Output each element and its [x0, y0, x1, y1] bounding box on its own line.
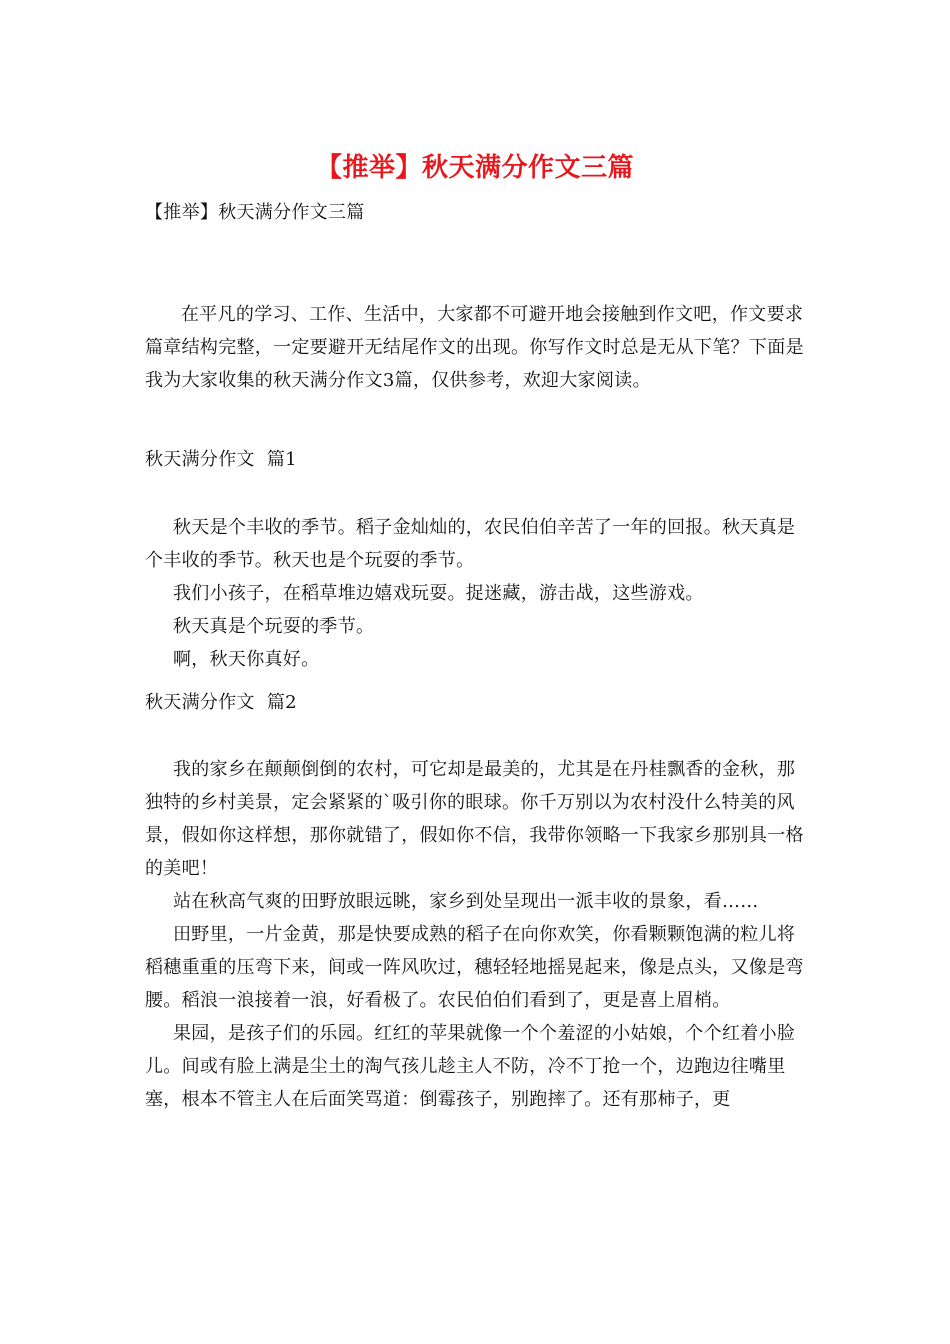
section-1-body	[145, 511, 810, 676]
paragraph: 秋天真是个玩耍的季节。	[173, 616, 375, 637]
section-2-heading	[145, 686, 810, 719]
intro-text: 在平凡的学习、工作、生活中，大家都不可避开地会接触到作文吧，作文要求篇章结构完整，一定要避开无结尾作文的出现。你写作文时总是无从下笔？下面是我为大家收集的秋天满分作文3篇，仅供参考，欢迎大家阅读。	[145, 304, 804, 391]
paragraph: 我们小孩子，在稻草堆边嬉戏玩耍。捉迷藏，游击战，这些游戏。	[173, 583, 704, 604]
paragraph: 啊，秋天你真好。	[173, 649, 320, 670]
section-2-body	[145, 753, 810, 1116]
section-1-heading	[145, 443, 810, 476]
paragraph: 站在秋高气爽的田野放眼远眺，家乡到处呈现出一派丰收的景象，看……	[173, 891, 759, 912]
paragraph: 田野里，一片金黄，那是快要成熟的稻子在向你欢笑，你看颗颗饱满的粒儿将稻穗重重的压弯下来，间或一阵风吹过，穗轻轻地摇晃起来，像是点头，又像是弯腰。稻浪一浪接着一浪，好看极了。农民伯伯们看到了，更是喜上眉梢。	[145, 924, 804, 1011]
section-2-heading-text: 秋天满分作文 篇2	[145, 692, 297, 713]
paragraph: 秋天是个丰收的季节。稻子金灿灿的，农民伯伯辛苦了一年的回报。秋天真是个丰收的季节。秋天也是个玩耍的季节。	[145, 517, 796, 571]
paragraph: 我的家乡在颠颠倒倒的农村，可它却是最美的，尤其是在丹桂飘香的金秋，那独特的乡村美景，定会紧紧的`吸引你的眼球。你千万别以为农村没什么特美的风景，假如你这样想，那你就错了，假如你不信，我带你领略一下我家乡那别具一格的美吧！	[145, 759, 804, 879]
section-1-heading-text: 秋天满分作文 篇1	[145, 449, 297, 470]
document-title: 【推举】秋天满分作文三篇	[315, 153, 634, 183]
intro-paragraph	[145, 298, 810, 397]
subtitle-text: 【推举】秋天满分作文三篇	[145, 202, 365, 223]
document-subtitle	[145, 196, 810, 229]
paragraph: 果园，是孩子们的乐园。红红的苹果就像一个个羞涩的小姑娘，个个红着小脸儿。间或有脸上满是尘土的淘气孩儿趁主人不防，冷不丁抢一个，边跑边往嘴里塞，根本不管主人在后面笑骂道：倒霉孩子，别跑摔了。还有那柿子，更	[145, 1023, 796, 1110]
